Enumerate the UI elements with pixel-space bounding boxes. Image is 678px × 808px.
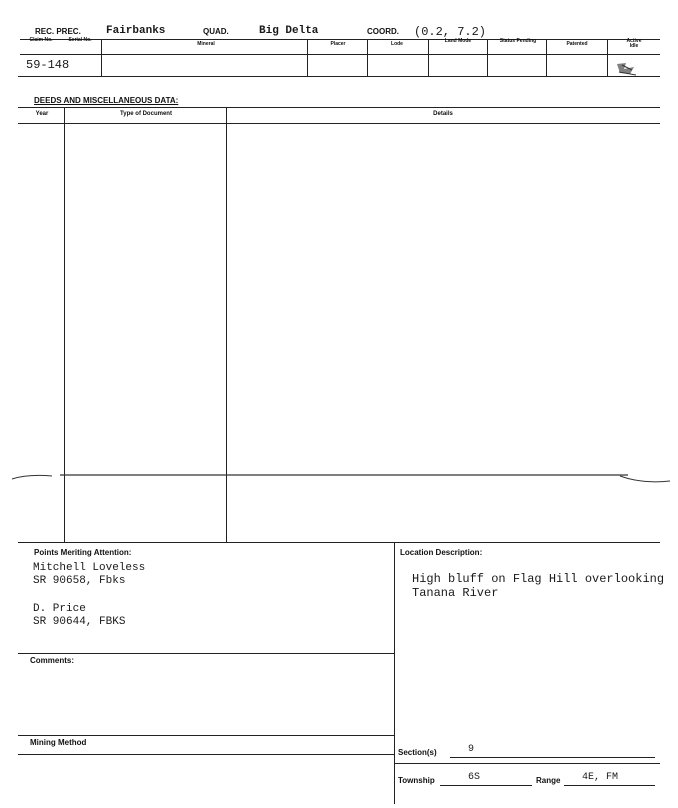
point-1-name: Mitchell Loveless	[33, 562, 146, 574]
fold-line	[10, 464, 678, 492]
township-label: Township	[398, 776, 435, 785]
mining-bottom-rule	[18, 754, 394, 755]
range-label: Range	[536, 776, 561, 785]
col-status-pending: Status Pending	[499, 38, 537, 44]
comments-label: Comments:	[30, 656, 75, 665]
section-value: 9	[468, 744, 475, 755]
coord-label: COORD.	[367, 27, 399, 36]
rec-prec-value: Fairbanks	[106, 25, 166, 37]
deeds-col-type: Type of Document	[120, 111, 172, 117]
claim-divider	[367, 39, 368, 77]
range-underline	[564, 785, 655, 786]
col-patented: Patented	[566, 41, 588, 47]
deeds-col-details: Details	[433, 111, 453, 117]
deeds-bottom-rule	[18, 542, 660, 543]
rec-prec-label: REC. PREC.	[35, 27, 81, 36]
range-value: 4E, FM	[582, 772, 619, 783]
claim-divider	[101, 39, 102, 77]
township-underline	[440, 785, 532, 786]
deeds-col-year: Year	[35, 111, 49, 117]
mining-method-label: Mining Method	[30, 738, 87, 747]
township-value: 6S	[468, 772, 481, 783]
comments-top-rule	[18, 653, 394, 654]
location-line-2: Tanana River	[412, 586, 499, 600]
section-underline	[450, 757, 655, 758]
claim-divider	[487, 39, 488, 77]
claim-divider	[546, 39, 547, 77]
header-rule	[20, 39, 660, 40]
claim-divider	[428, 39, 429, 77]
col-serial-no: Serial No.	[68, 37, 92, 43]
claim-header-rule	[20, 54, 660, 55]
col-mineral: Mineral	[197, 41, 215, 47]
claim-number: 59-148	[26, 58, 70, 72]
lower-center-divider	[394, 542, 395, 804]
location-line-1: High bluff on Flag Hill overlooking	[412, 572, 665, 586]
deeds-section-title: DEEDS AND MISCELLANEOUS DATA:	[34, 96, 179, 105]
col-lode: Lode	[391, 41, 403, 47]
points-label: Points Meriting Attention:	[34, 548, 132, 557]
deeds-top-rule	[18, 107, 660, 108]
claim-divider	[607, 39, 608, 77]
col-active-idle: Active Idle	[626, 38, 642, 49]
claim-bottom-rule	[18, 76, 660, 77]
deeds-header-rule	[18, 123, 660, 124]
point-1-ref: SR 90658, Fbks	[33, 575, 126, 587]
col-claim-no: Claim No.	[29, 37, 53, 43]
plss-divider	[394, 763, 660, 764]
section-label: Section(s)	[398, 748, 437, 757]
active-idle-mark	[614, 60, 642, 80]
claim-divider	[307, 39, 308, 77]
coord-value: (0.2, 7.2)	[414, 25, 487, 39]
col-land-mode: Land Mode	[444, 38, 472, 44]
location-label: Location Description:	[400, 548, 483, 557]
quad-value: Big Delta	[259, 25, 319, 37]
mining-top-rule	[18, 735, 394, 736]
col-placer: Placer	[330, 41, 346, 47]
point-2-ref: SR 90644, FBKS	[33, 616, 126, 628]
quad-label: QUAD.	[203, 27, 229, 36]
point-2-name: D. Price	[33, 603, 86, 615]
